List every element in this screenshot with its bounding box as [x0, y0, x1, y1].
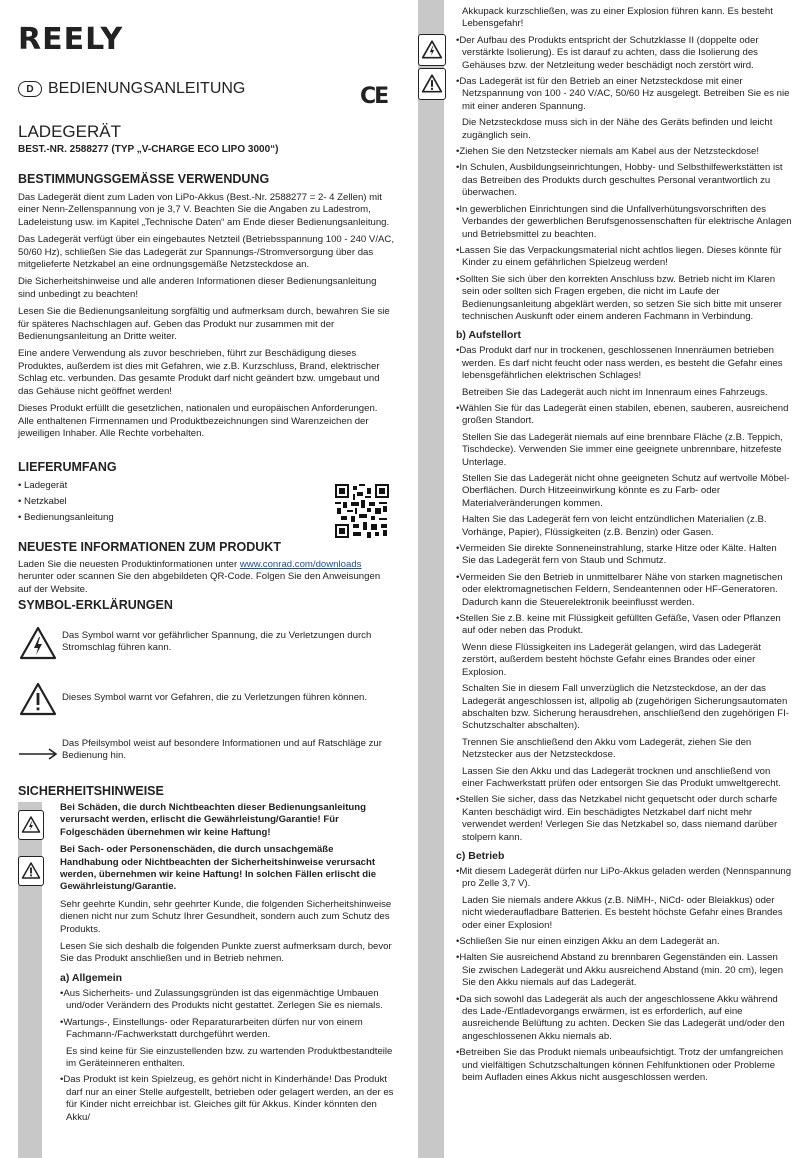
- list-item: •Stellen Sie z.B. keine mit Flüssigkeit gefüllten Gefäße, Vasen oder Pflanzen auf oder neben das Produkt.: [456, 613, 781, 637]
- list-item: Lassen Sie den Akku und das Ladegerät trocknen und anschließend von einer Fachwerkstatt prüfen oder entsorgen Sie das Produkt umweltgerecht.: [462, 765, 781, 789]
- high-voltage-icon: [18, 810, 44, 840]
- paragraph: Das Ladegerät dient zum Laden von LiPo-Akkus (Best.-Nr. 2588277 = 2- 4 Zellen) mit einer Nenn-Zellenspannung von je 3,7 V. Beachten Sie die Angaben zu Ladestrom, Ladeleistung usw. im Kapitel „Technische Daten“ am Ende dieser Bedienungsanleitung.: [18, 192, 390, 228]
- paragraph: Das Ladegerät verfügt über ein eingebautes Netzteil (Betriebsspannung 100 - 240 V/AC, 50/60 Hz), schließen Sie das Ladegerät zur Spannungs-/Stromversorgung über das mitgelieferte Netzkabel an eine ordnungsgemäße Netzsteckdose an.: [18, 234, 394, 271]
- paragraph: [18, 559, 394, 596]
- paragraph: Lesen Sie sich deshalb die folgenden Punkte zuerst aufmerksam durch, bevor Sie das Produkt anschließen und in Betrieb nehmen.: [60, 941, 392, 965]
- list-item: •Das Produkt darf nur in trockenen, geschlossenen Innenräumen betrieben werden. Es darf nicht feucht oder nass werden, es besteht die Gefahr eines lebensgefährlichen elektrischen Schlages!: [456, 345, 783, 382]
- list-item: •Halten Sie ausreichend Abstand zu brennbaren Gegenständen ein. Lassen Sie zwischen Ladegerät und Akku ausreichend Abstand (min. 20 cm), legen Sie den Akku niemals auf das Ladegerät.: [456, 952, 784, 989]
- symbol-row: [18, 734, 394, 774]
- symbols-heading: SYMBOL-ERKLÄRUNGEN: [18, 598, 173, 612]
- high-voltage-icon: [418, 34, 446, 66]
- symbol-text: Das Symbol warnt vor gefährlicher Spannung, die zu Verletzungen durch Stromschlag führen kann.: [62, 630, 372, 654]
- list-item: •Sollten Sie sich über den korrekten Anschluss bzw. Betrieb nicht im Klaren sein oder sollten sich Fragen ergeben, die nicht im Laufe der Bedienungsanleitung abgeklärt werden, so setzen Sie sich bitte mit unserer technischen Auskunft oder einem anderen Fachmann in Verbindung.: [456, 273, 782, 322]
- paragraph: Dieses Produkt erfüllt die gesetzlichen, nationalen und europäischen Anforderungen. Alle enthaltenen Firmennamen und Produktbezeichnungen sind Warenzeichen der jeweiligen Inhaber. Alle Rechte vorbehalten.: [18, 403, 378, 439]
- arrow-icon: [18, 734, 58, 774]
- list-item: • Ladegerät: [18, 478, 394, 494]
- downloads-link[interactable]: www.conrad.com/downloads: [239, 559, 362, 570]
- list-item: •Betreiben Sie das Produkt niemals unbeaufsichtigt. Trotz der umfangreichen und vielfältigen Schutzschaltungen können Fehlfunktionen oder Probleme beim Aufladen eines Akkus nicht ausgeschlossen werden.: [456, 1047, 784, 1084]
- manual-title-row: [18, 80, 245, 98]
- safety-warning-bold: Bei Schäden, die durch Nichtbeachten dieser Bedienungsanleitung verursacht werden, erlischt die Gewährleistung/Garantie! Für Folgeschäden übernehmen wir keine Haftung!: [60, 802, 366, 838]
- list-item: Akkupack kurzschließen, was zu einer Explosion führen kann. Es besteht Lebensgefahr!: [462, 6, 773, 30]
- high-voltage-icon: [18, 624, 58, 664]
- paragraph: Die Sicherheitshinweise und alle anderen Informationen dieser Bedienungsanleitung sind unbedingt zu beachten!: [18, 276, 377, 300]
- list-item: Stellen Sie das Ladegerät nicht ohne geeigneten Schutz auf wertvolle Möbel-Oberflächen. Durch Hitzeeinwirkung könnte es zu Farb- oder Materialveränderungen kommen.: [462, 473, 790, 509]
- right-column: [456, 6, 792, 1088]
- list-item: •Das Produkt ist kein Spielzeug, es gehört nicht in Kinderhände! Das Produkt darf nur an einer Stelle aufgestellt, betrieben oder gelagert werden, an der es für Kinder nicht erreichbar ist. Gleiches gilt für Akkus. Kinder könnten den Akku/: [60, 1074, 394, 1123]
- operation-heading: c) Betrieb: [456, 849, 505, 862]
- warning-icon: [18, 680, 58, 720]
- list-item: Wenn diese Flüssigkeiten ins Ladegerät gelangen, wird das Ladegerät zerstört, außerdem besteht höchste Gefahr eines Brandes oder einer Explosion.: [462, 641, 762, 678]
- list-item: Trennen Sie anschließend den Akku vom Ladegerät, ziehen Sie den Netzstecker aus der Netzsteckdose.: [462, 736, 752, 761]
- list-item: Betreiben Sie das Ladegerät auch nicht im Innenraum eines Fahrzeugs.: [462, 386, 768, 398]
- list-item: •Schließen Sie nur einen einzigen Akku an dem Ladegerät an.: [456, 936, 720, 947]
- paragraph: Sehr geehrte Kundin, sehr geehrter Kunde, die folgenden Sicherheitshinweise dienen nicht nur zum Schutz Ihrer Gesundheit, sondern auch zum Schutz des Produkts.: [60, 898, 392, 935]
- safety-heading: SICHERHEITSHINWEISE: [18, 784, 164, 798]
- list-item: •Ziehen Sie den Netzstecker niemals am Kabel aus der Netzsteckdose!: [456, 146, 760, 158]
- list-item: • Bedienungsanleitung: [18, 510, 394, 526]
- list-item: Laden Sie niemals andere Akkus (z.B. NiMH-, NiCd- oder Bleiakkus) oder nicht wiederaufladbare Batterien. Es besteht höchste Gefahr eines Brandes oder einer Explosion!: [462, 894, 783, 931]
- ce-mark: CE: [360, 84, 388, 109]
- intended-use-heading: BESTIMMUNGSGEMÄSSE VERWENDUNG: [18, 172, 270, 186]
- list-item: •In Schulen, Ausbildungseinrichtungen, Hobby- und Selbsthilfewerkstätten ist das Betreiben des Produkts durch geschultes Personal verantwortlich zu überwachen.: [456, 162, 783, 199]
- list-item: •Wartungs-, Einstellungs- oder Reparaturarbeiten dürfen nur von einem Fachmann-/Fachwerkstatt durchgeführt werden.: [60, 1016, 363, 1041]
- paragraph: Eine andere Verwendung als zuvor beschrieben, führt zur Beschädigung dieses Produktes, außerdem ist dies mit Gefahren, wie z.B. Kurzschluss, Brand, elektrischer Schlag etc. verbunden. Das gesamte Produkt darf nicht geändert bzw. umgebaut und das Gehäuse nicht geöffnet werden!: [18, 348, 380, 397]
- paragraph: Lesen Sie die Bedienungsanleitung sorgfältig und aufmerksam durch, bewahren Sie sie für späteres Nachschlagen auf. Geben das Produkt nur zusammen mit der Bedienungsanleitung an Dritte weiter.: [18, 306, 390, 343]
- list-item: •In gewerblichen Einrichtungen sind die Unfallverhütungsvorschriften des Verbandes der gewerblichen Berufsgenossenschaften für elektrische Anlagen und Betriebsmittel zu beachten.: [456, 203, 792, 240]
- list-item: •Lassen Sie das Verpackungsmaterial nicht achtlos liegen. Dieses könnte für Kinder zu einem gefährlichen Spielzeug werden!: [456, 244, 782, 269]
- list-item: •Mit diesem Ladegerät dürfen nur LiPo-Akkus geladen werden (Nennspannung pro Zelle 3,7 V).: [456, 865, 792, 890]
- list-item: •Wählen Sie für das Ladegerät einen stabilen, ebenen, sauberen, ausreichend großen Standort.: [456, 402, 789, 427]
- manual-title: BEDIENUNGSANLEITUNG: [48, 80, 246, 97]
- latest-info-heading: NEUESTE INFORMATIONEN ZUM PRODUKT: [18, 540, 281, 554]
- list-item: Schalten Sie in diesem Fall unverzüglich die Netzsteckdose, an der das Ladegerät angeschlossen ist, allpolig ab (zugehörigen Sicherungsautomaten abschalten bzw. Sicherung herausdrehen, anschließend den zugehörigen FI-Schutzschalter abschalten).: [462, 683, 789, 732]
- list-item: •Das Ladegerät ist für den Betrieb an einer Netzsteckdose mit einer Netzspannung von 100 - 240 V/AC, 50/60 Hz ausgelegt. Betreiben Sie es nie mit einer anderen Spannung.: [456, 76, 790, 112]
- qr-code[interactable]: [335, 484, 389, 538]
- list-item: •Aus Sicherheits- und Zulassungsgründen ist das eigenmächtige Umbauen und/oder Verändern des Produkts nicht gestattet. Zerlegen Sie es niemals.: [60, 987, 383, 1012]
- right-sidebar-bar: [418, 0, 444, 1158]
- warning-icon: [18, 856, 44, 886]
- symbol-text: Das Pfeilsymbol weist auf besondere Informationen und auf Ratschläge zur Bedienung hin.: [62, 738, 382, 762]
- list-item: •Vermeiden Sie direkte Sonneneinstrahlung, starke Hitze oder Kälte. Halten Sie das Ladegerät fern von Staub und Schmutz.: [456, 543, 777, 567]
- symbol-row: [18, 624, 394, 664]
- list-item: • Netzkabel: [18, 494, 394, 510]
- brand-logo: REELY: [18, 22, 124, 57]
- delivery-heading: LIEFERUMFANG: [18, 460, 117, 474]
- safety-section: [60, 802, 394, 1128]
- location-heading: b) Aufstellort: [456, 329, 521, 342]
- list-item: Stellen Sie das Ladegerät niemals auf eine brennbare Fläche (z.B. Teppich, Tischdecke). Verwenden Sie immer eine geeignete unbrennbare, hitzefeste Unterlage.: [462, 431, 783, 468]
- list-item: •Stellen Sie sicher, dass das Netzkabel nicht gequetscht oder durch scharfe Kanten beschädigt wird. Ein beschädigtes Netzkabel darf nicht mehr verwendet werden! Verlegen Sie das Netzkabel so, dass niemand darüber stolpern kann.: [456, 794, 778, 843]
- list-item: •Da sich sowohl das Ladegerät als auch der angeschlossene Akku während des Lade-/Entladevorgangs erwärmen, ist es erforderlich, auf eine ausreichende Belüftung zu achten. Decken Sie das Ladegerät und/oder den angeschlossenen Akku niemals ab.: [456, 993, 785, 1042]
- latest-info-section: [18, 540, 394, 601]
- list-item: Halten Sie das Ladegerät fern von leicht entzündlichen Materialien (z.B. Vorhänge, Papier), Flüssigkeiten (z.B. Benzin) oder Gasen.: [462, 514, 767, 538]
- list-item: •Vermeiden Sie den Betrieb in unmittelbarer Nähe von starken magnetischen oder elektromagnetischen Feldern, Sendeantennen oder HF-Generatoren. Dadurch kann die Steuerelektronik beeinflusst werden.: [456, 571, 783, 608]
- symbol-text: Dieses Symbol warnt vor Gefahren, die zu Verletzungen führen können.: [62, 692, 368, 703]
- list-item: Es sind keine für Sie einzustellenden bzw. zu wartenden Produktbestandteile im Geräteinneren enthalten.: [66, 1045, 393, 1069]
- general-heading: a) Allgemein: [60, 971, 123, 984]
- latest-info-text: Laden Sie die neuesten Produktinformationen unter: [18, 559, 240, 570]
- list-item: •Der Aufbau des Produkts entspricht der Schutzklasse II (doppelte oder verstärkte Isolierung). Es ist darauf zu achten, dass die Isolierung des Gehäuses bzw. der Netzleitung weder beschädigt noch zerstört wird.: [456, 34, 759, 71]
- symbol-row: [18, 680, 394, 720]
- warning-icon: [418, 68, 446, 100]
- list-item: Die Netzsteckdose muss sich in der Nähe des Geräts befinden und leicht zugänglich sein.: [462, 117, 773, 141]
- latest-info-text: herunter oder scannen Sie den abgebildeten QR-Code. Folgen Sie den Anweisungen auf der Website.: [18, 571, 381, 595]
- order-number: BEST.-NR. 2588277 (TYP „V-CHARGE ECO LIPO 3000“): [18, 144, 279, 155]
- intended-use-section: [18, 172, 394, 445]
- product-title: LADEGERÄT: [18, 122, 121, 141]
- language-badge: D: [18, 81, 42, 97]
- safety-warning-bold: Bei Sach- oder Personenschäden, die durch unsachgemäße Handhabung oder Nichtbeachten der Sicherheitshinweise verursacht werden, übernehmen wir keine Haftung! In solchen Fällen erlischt die Gewährleistung/Garantie.: [60, 844, 377, 893]
